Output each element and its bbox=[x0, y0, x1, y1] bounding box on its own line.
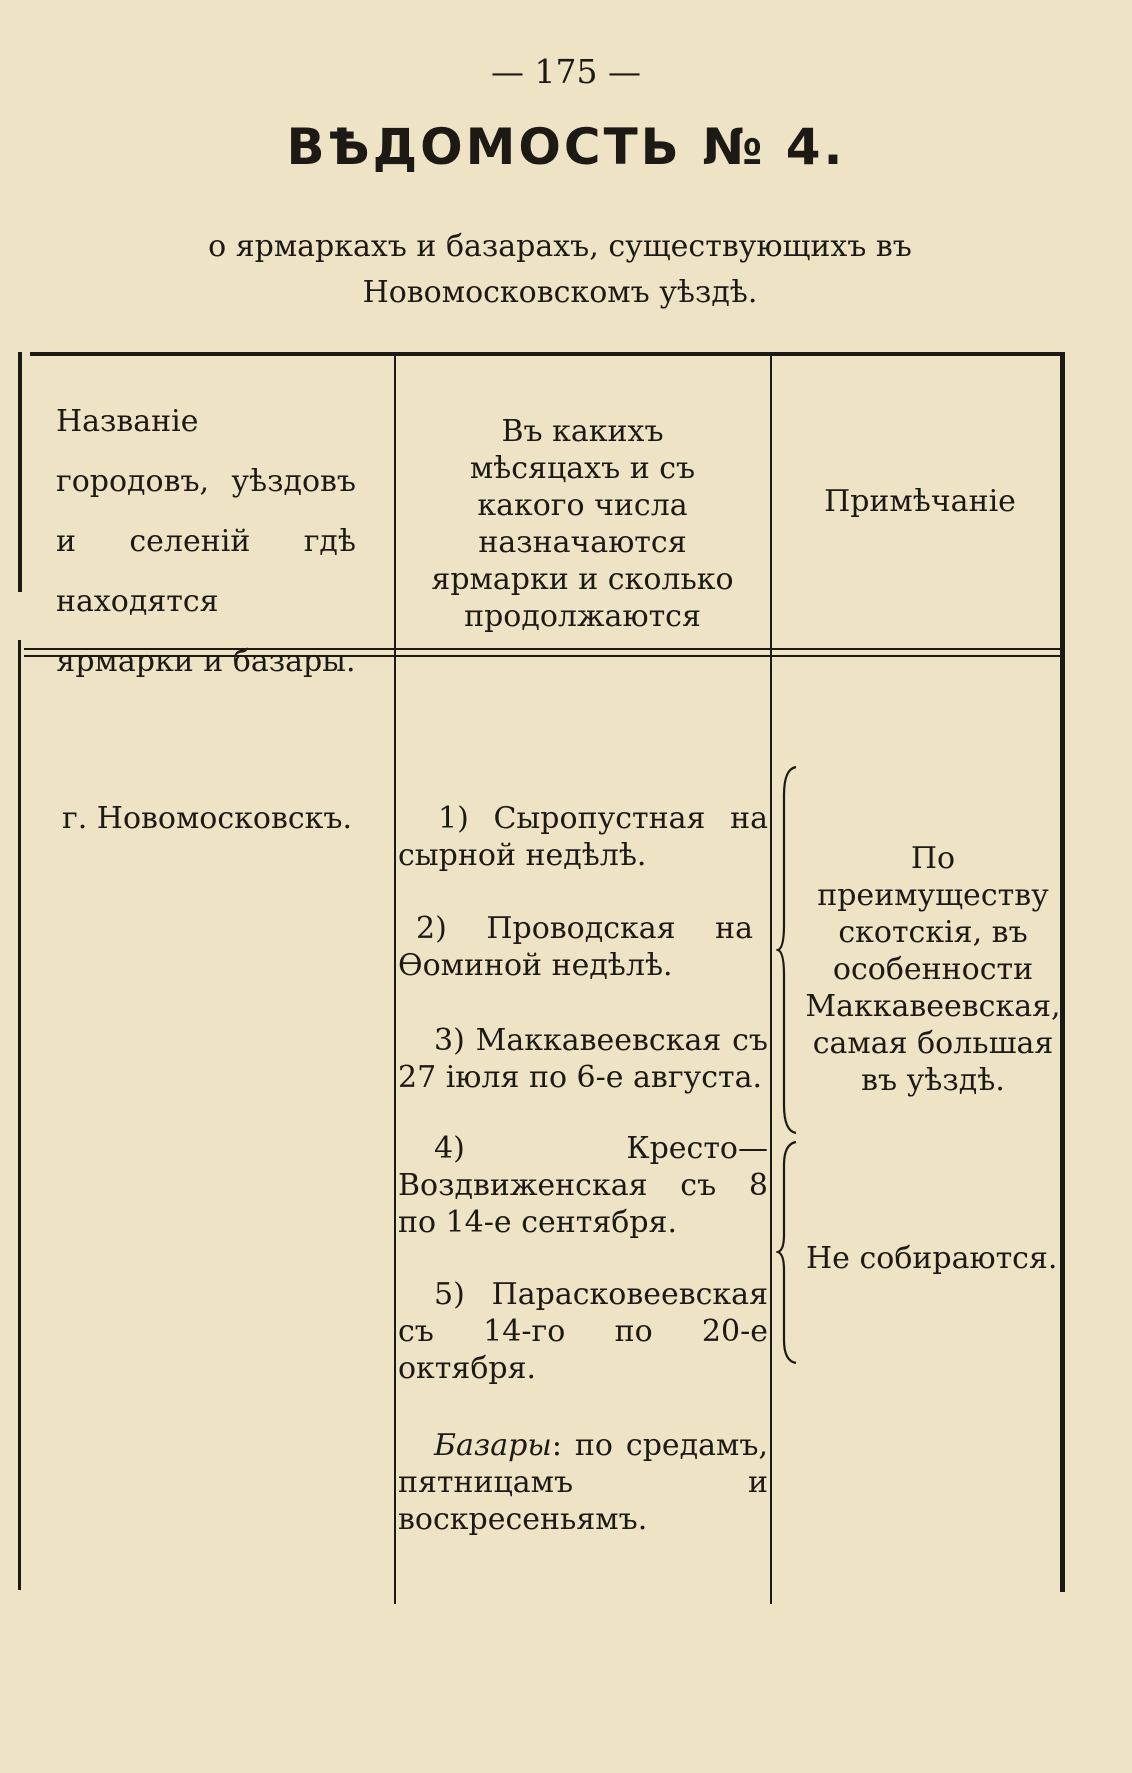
table-top-rule bbox=[30, 352, 1062, 356]
note-livestock: По преимуществу скотскія, въ особенности Маккавеевская, самая большая въ уѣздѣ. bbox=[805, 841, 1061, 1098]
column-divider-1 bbox=[394, 354, 396, 1604]
fair-entry-1: 1) Сыропустная на сырной недѣлѣ. bbox=[398, 801, 768, 873]
bazaar-schedule bbox=[398, 1427, 768, 1538]
fair-entry-3: 3) Маккавеевская съ 27 іюля по 6-е августа. bbox=[398, 1023, 768, 1095]
note-not-held: Не собираются. bbox=[806, 1241, 1058, 1276]
table-left-border bbox=[18, 352, 22, 592]
fair-entry-2: 2) Проводская на Ѳоминой недѣлѣ. bbox=[398, 911, 753, 983]
place-name: г. Новомосковскъ. bbox=[62, 801, 353, 836]
table-left-border-lower bbox=[18, 640, 21, 1590]
brace-icon-lower bbox=[776, 1140, 798, 1365]
page-number: — 175 — bbox=[491, 52, 641, 91]
document-subtitle: о ярмаркахъ и базарахъ, существующихъ въ Новомосковскомъ уѣздѣ. bbox=[208, 229, 912, 310]
bazaar-label: Базары bbox=[434, 1428, 552, 1463]
bazaar-days: : по средамъ, пятницамъ и воскресеньямъ. bbox=[398, 1428, 768, 1537]
brace-icon-upper bbox=[776, 765, 798, 1135]
header-notes: Примѣчаніе bbox=[824, 484, 1016, 519]
header-place-names: Названіе городовъ, уѣздовъ и селеній гдѣ находятся ярмарки и базары. bbox=[56, 404, 356, 679]
fair-entry-5: 5) Парасковеевская съ 14-го по 20-е октября. bbox=[398, 1277, 768, 1386]
column-divider-2 bbox=[770, 354, 772, 1604]
header-fair-dates: Въ какихъ мѣсяцахъ и съ какого числа назначаются ярмарки и сколько продолжаются bbox=[431, 414, 734, 634]
fair-entry-4: 4) Кресто—Воздвиженская съ 8 по 14-е сентября. bbox=[398, 1131, 768, 1240]
document-title: ВѢДОМОСТЬ № 4. bbox=[286, 118, 846, 176]
